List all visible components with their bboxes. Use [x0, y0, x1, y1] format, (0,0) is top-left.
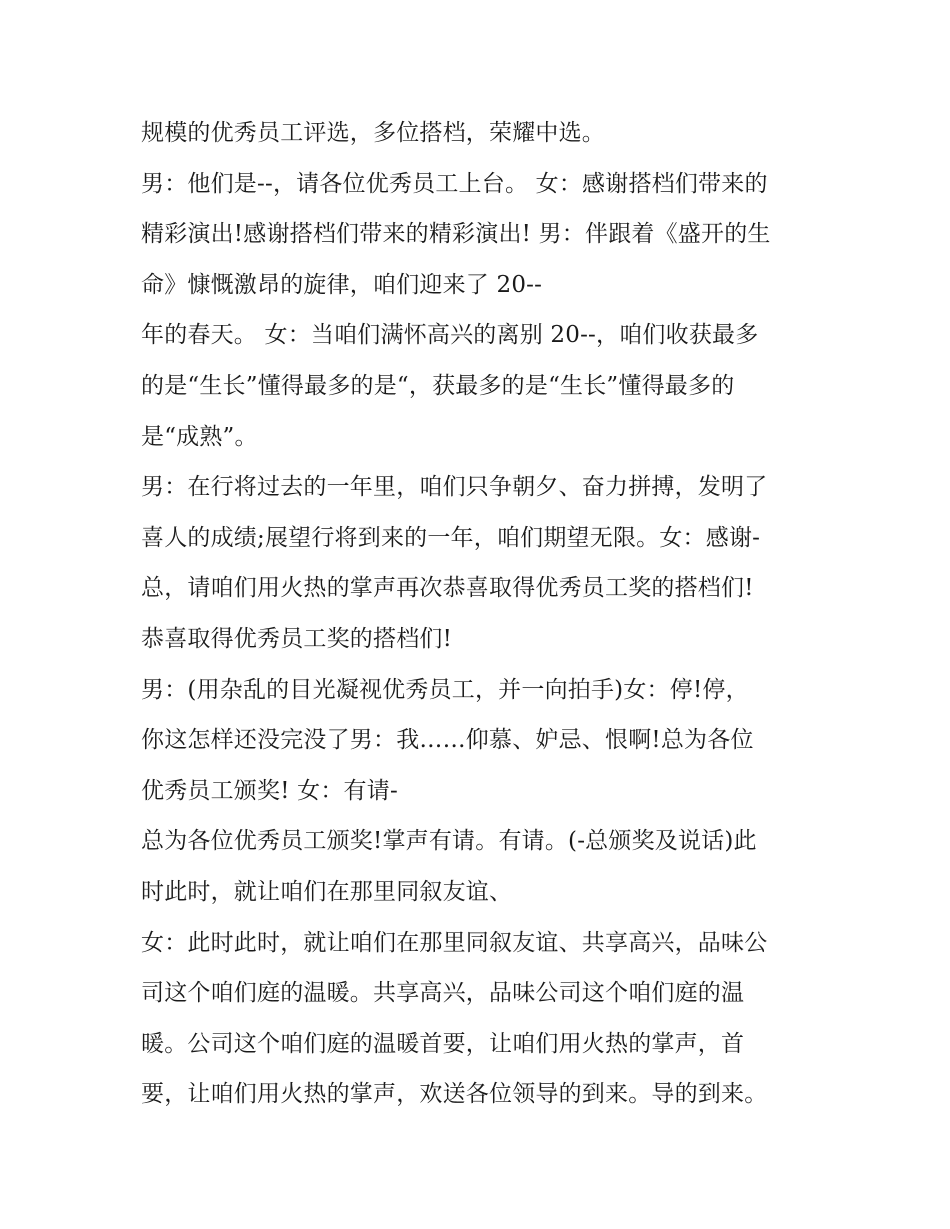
text-line: 命》慷慨激昂的旋律，咱们迎来了 20--	[141, 271, 543, 298]
text-line: 男：在行将过去的一年里，咱们只争朝夕、奋力拼搏，发明了	[141, 474, 768, 501]
text-line: 恭喜取得优秀员工奖的搭档们!	[141, 625, 453, 652]
text-line: 精彩演出!感谢搭档们带来的精彩演出! 男：伴跟着《盛开的生	[141, 221, 771, 248]
text-line: 规模的优秀员工评选，多位搭档，荣耀中选。	[141, 120, 605, 146]
text-line: 要，让咱们用火热的掌声，欢送各位领导的到来。导的到来。	[141, 1081, 768, 1108]
text-line: 时此时，就让咱们在那里同叙友谊、	[141, 878, 513, 905]
text-line: 总为各位优秀员工颁奖!掌声有请。有请。(-总颁奖及说话)此	[141, 828, 757, 855]
body-text	[141, 108, 821, 1120]
text-line: 的是“生长”懂得最多的是“，获最多的是“生长”懂得最多的	[141, 372, 735, 399]
text-line: 总，请咱们用火热的掌声再次恭喜取得优秀员工奖的搭档们!	[141, 575, 754, 602]
text-line: 男：他们是--，请各位优秀员工上台。 女：感谢搭档们带来的	[141, 170, 768, 197]
text-line: 司这个咱们庭的温暖。共享高兴，品味公司这个咱们庭的温	[141, 980, 745, 1007]
text-line: 你这怎样还没完没了男：我……仰慕、妒忌、恨啊!总为各位	[141, 727, 754, 754]
text-line: 是“成熟”。	[141, 423, 258, 450]
text-line: 女：此时此时，就让咱们在那里同叙友谊、共享高兴，品味公	[141, 929, 768, 956]
text-line: 年的春天。 女：当咱们满怀高兴的离别 20--，咱们收获最多	[141, 322, 759, 349]
text-line: 优秀员工颁奖! 女：有请-	[141, 777, 398, 804]
text-line: 暖。公司这个咱们庭的温暖首要，让咱们用火热的掌声，首	[141, 1030, 745, 1057]
text-line: 男：(用杂乱的目光凝视优秀员工，并一向拍手)女：停!停，	[141, 676, 749, 703]
text-line: 喜人的成绩;展望行将到来的一年，咱们期望无限。女：感谢-	[141, 524, 761, 551]
